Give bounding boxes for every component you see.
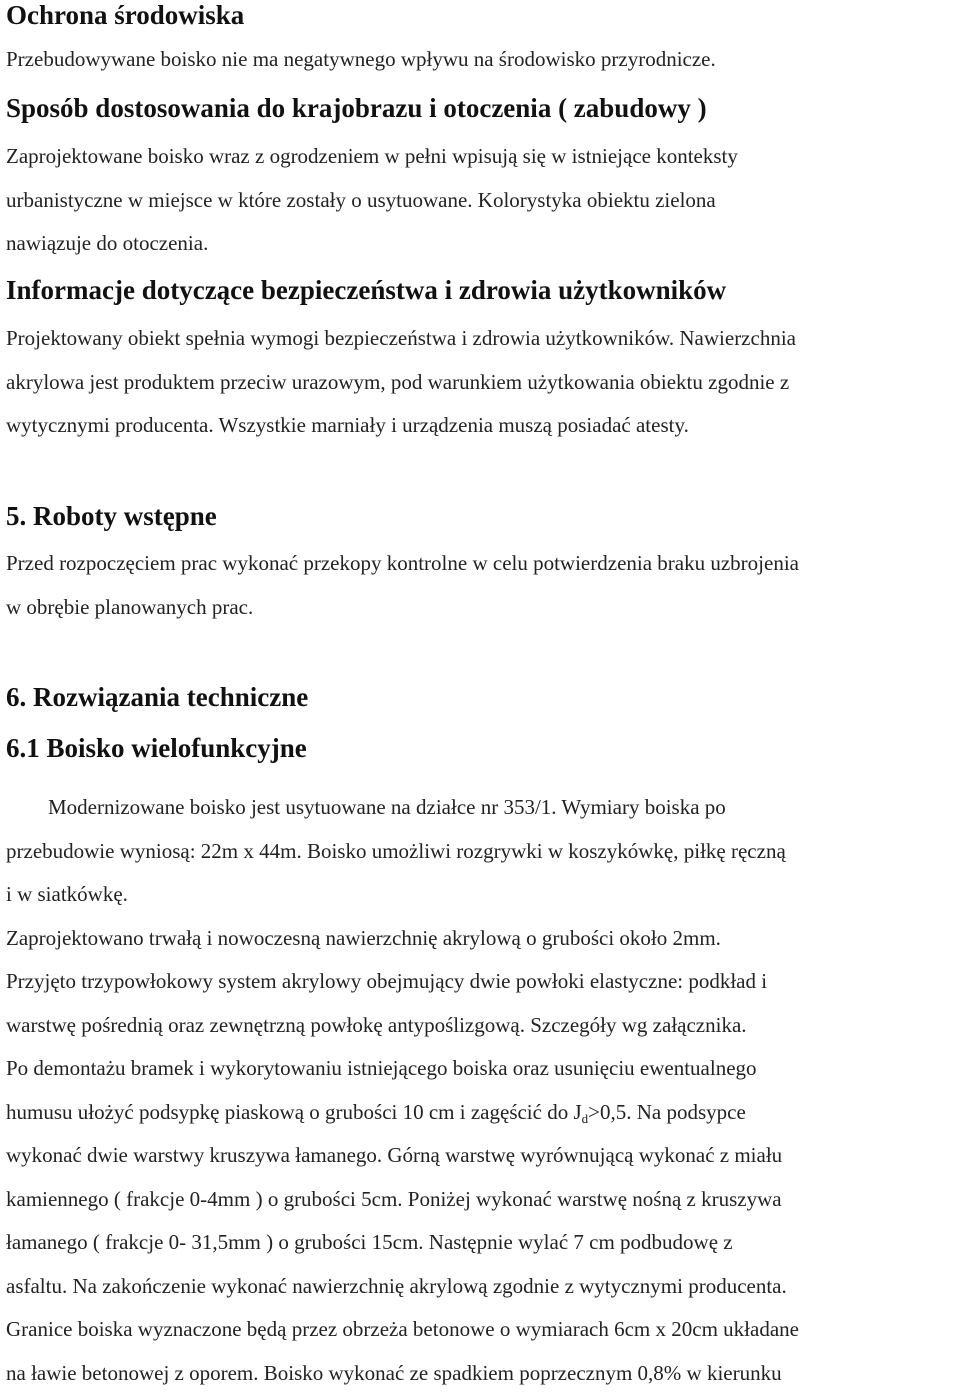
text-line: Zaprojektowane boisko wraz z ogrodzeniem w pełni wpisują się w istniejące konteksty [6,135,738,179]
heading-multifunctional-field: 6.1 Boisko wielofunkcyjne [6,734,307,762]
text-line: Projektowany obiekt spełnia wymogi bezpieczeństwa i zdrowia użytkowników. Nawierzchnia [6,317,796,361]
heading-preliminary-works: 5. Roboty wstępne [6,502,217,530]
text-fragment: >0,5. Na podsypce [588,1100,746,1124]
text-line: wykonać dwie warstwy kruszywa łamanego. Górną warstwę wyrównującą wykonać z miału [6,1134,799,1178]
text-line: asfaltu. Na zakończenie wykonać nawierzchnię akrylową zgodnie z wytycznymi producenta. [6,1265,799,1309]
text-line: akrylowa jest produktem przeciw urazowym, pod warunkiem użytkowania obiektu zgodnie z [6,361,796,405]
text-line: i w siatkówkę. [6,873,799,917]
paragraph-preliminary-works [6,542,799,629]
heading-safety: Informacje dotyczące bezpieczeństwa i zdrowia użytkowników [6,276,726,304]
paragraph-multifunctional-field [6,786,799,1395]
text-line: warstwę pośrednią oraz zewnętrzną powłokę antypoślizgową. Szczegóły wg załącznika. [6,1004,799,1048]
heading-technical-solutions: 6. Rozwiązania techniczne [6,683,308,711]
text-line: nawiązuje do otoczenia. [6,222,738,266]
paragraph-safety [6,317,796,448]
paragraph-landscape [6,135,738,266]
text-line: Modernizowane boisko jest usytuowane na działce nr 353/1. Wymiary boiska po [6,786,799,830]
text-line-subscript [6,1091,799,1135]
paragraph-env: Przebudowywane boisko nie ma negatywnego wpływu na środowisko przyrodnicze. [6,38,716,82]
text-line: Po demontażu bramek i wykorytowaniu istniejącego boiska oraz usunięciu ewentualnego [6,1047,799,1091]
subscript: d [582,1111,589,1126]
heading-landscape: Sposób dostosowania do krajobrazu i otoczenia ( zabudowy ) [6,94,707,122]
text-line: Granice boiska wyznaczone będą przez obrzeża betonowe o wymiarach 6cm x 20cm układane [6,1308,799,1352]
text-line: przebudowie wyniosą: 22m x 44m. Boisko umożliwi rozgrywki w koszykówkę, piłkę ręczną [6,830,799,874]
text-line: kamiennego ( frakcje 0-4mm ) o grubości 5cm. Poniżej wykonać warstwę nośną z kruszywa [6,1178,799,1222]
text-line: wytycznymi producenta. Wszystkie marniały i urządzenia muszą posiadać atesty. [6,404,796,448]
text-line: w obrębie planowanych prac. [6,586,799,630]
heading-env: Ochrona środowiska [6,1,244,29]
text-line: Zaprojektowano trwałą i nowoczesną nawierzchnię akrylową o grubości około 2mm. [6,917,799,961]
text-line: urbanistyczne w miejsce w które zostały o usytuowane. Kolorystyka obiektu zielona [6,179,738,223]
text-line: Przyjęto trzypowłokowy system akrylowy obejmujący dwie powłoki elastyczne: podkład i [6,960,799,1004]
text-line: łamanego ( frakcje 0- 31,5mm ) o grubości 15cm. Następnie wylać 7 cm podbudowę z [6,1221,799,1265]
text-line: Przed rozpoczęciem prac wykonać przekopy kontrolne w celu potwierdzenia braku uzbrojenia [6,542,799,586]
text-fragment: humusu ułożyć podsypkę piaskową o grubości 10 cm i zagęścić do J [6,1100,582,1124]
text-line: na ławie betonowej z oporem. Boisko wykonać ze spadkiem poprzecznym 0,8% w kierunku [6,1352,799,1395]
